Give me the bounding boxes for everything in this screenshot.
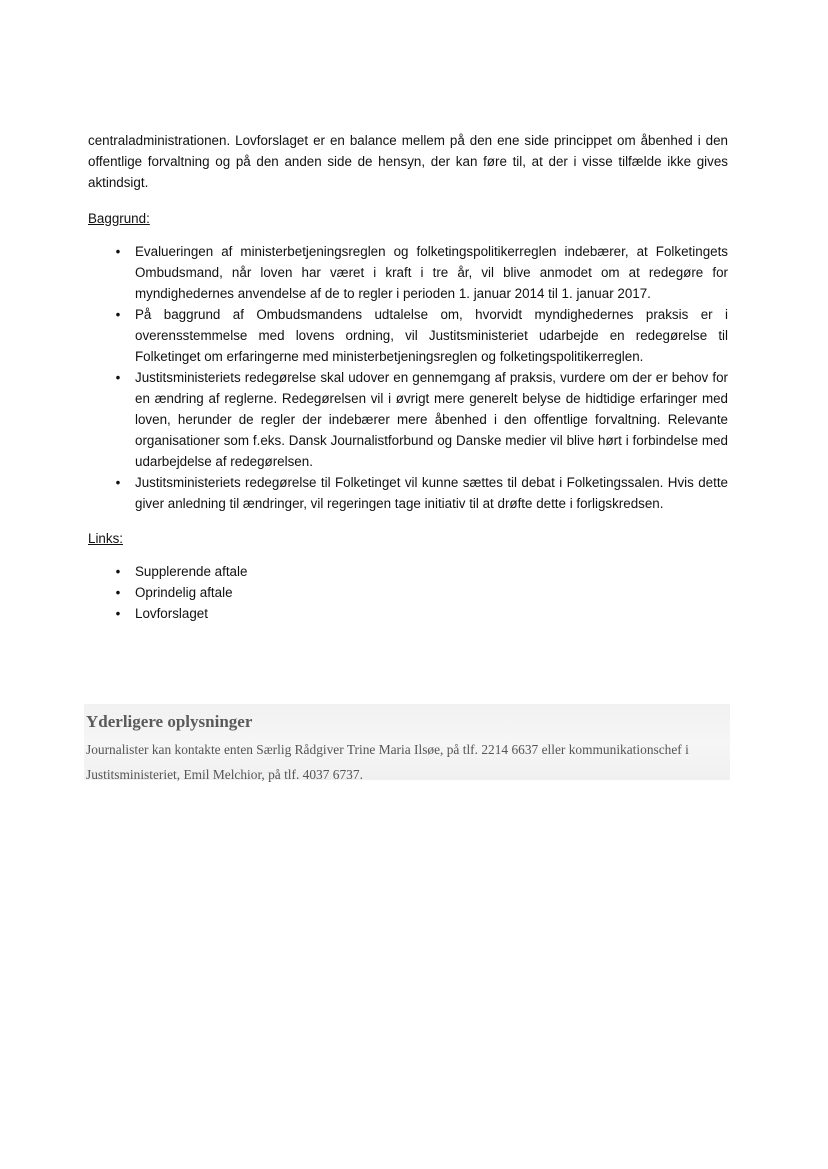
bullet-icon: •: [115, 606, 121, 621]
link-text[interactable]: Supplerende aftale: [135, 564, 248, 579]
info-title: Yderligere oplysninger: [86, 712, 253, 731]
bullet-icon: •: [115, 370, 121, 385]
link-item-supplerende[interactable]: [88, 561, 728, 582]
links-list: [88, 561, 728, 624]
baggrund-item-text: Justitsministeriets redegørelse skal udover en gennemgang af praksis, vurdere om der er behov for en ændring af reglerne. Redegørelsen vil i øvrigt mere generelt belyse de hidtidige erfaringer med loven, herunder de regler der indebærer mere åbenhed i den offentlige forvaltning. Relevante organisationer som f.eks. Dansk Journalistforbund og Danske medier vil blive hørt i forbindelse med udarbejdelse af redegørelsen.: [135, 370, 728, 469]
baggrund-item-text: Evalueringen af ministerbetjeningsreglen og folketingspolitikerreglen indebærer, at Folketingets Ombudsmand, når loven har været i kraft i tre år, vil blive anmodet om at redegøre for myndighedernes anvendelse af de to regler i perioden 1. januar 2014 til 1. januar 2017.: [135, 244, 728, 301]
bullet-icon: •: [115, 564, 121, 579]
baggrund-item-3: [88, 367, 728, 472]
baggrund-item-text: Justitsministeriets redegørelse til Folketinget vil kunne sættes til debat i Folketingssalen. Hvis dette giver anledning til ændringer, vil regeringen tage initiativ til at drøfte dette i forligskredsen.: [135, 475, 728, 511]
intro-paragraph: centraladministrationen. Lovforslaget er en balance mellem på den ene side princippet om åbenhed i den offentlige forvaltning og på den anden side de hensyn, der kan føre til, at der i visse tilfælde ikke gives aktindsigt.: [88, 133, 728, 190]
link-text[interactable]: Oprindelig aftale: [135, 585, 233, 600]
bullet-icon: •: [115, 585, 121, 600]
info-contact-text: Journalister kan kontakte enten Særlig Rådgiver Trine Maria Ilsøe, på tlf. 2214 6637 eller kommunikationschef i Justitsministeriet, Emil Melchior, på tlf. 4037 6737.: [86, 742, 689, 782]
baggrund-item-text: På baggrund af Ombudsmandens udtalelse om, hvorvidt myndighedernes praksis er i overensstemmelse med lovens ordning, vil Justitsministeriet udarbejde en redegørelse til Folketinget om erfaringerne med ministerbetjeningsreglen og folketingspolitikerreglen.: [135, 307, 728, 364]
link-item-lovforslaget[interactable]: [88, 603, 728, 624]
bullet-icon: •: [115, 475, 121, 490]
link-item-oprindelig[interactable]: [88, 582, 728, 603]
baggrund-item-1: [88, 241, 728, 304]
bullet-icon: •: [115, 307, 121, 322]
baggrund-item-2: [88, 304, 728, 367]
baggrund-heading: Baggrund:: [88, 211, 150, 226]
link-text[interactable]: Lovforslaget: [135, 606, 208, 621]
bullet-icon: •: [115, 244, 121, 259]
baggrund-item-4: [88, 472, 728, 514]
links-heading: Links:: [88, 531, 123, 546]
baggrund-list: [88, 241, 728, 514]
